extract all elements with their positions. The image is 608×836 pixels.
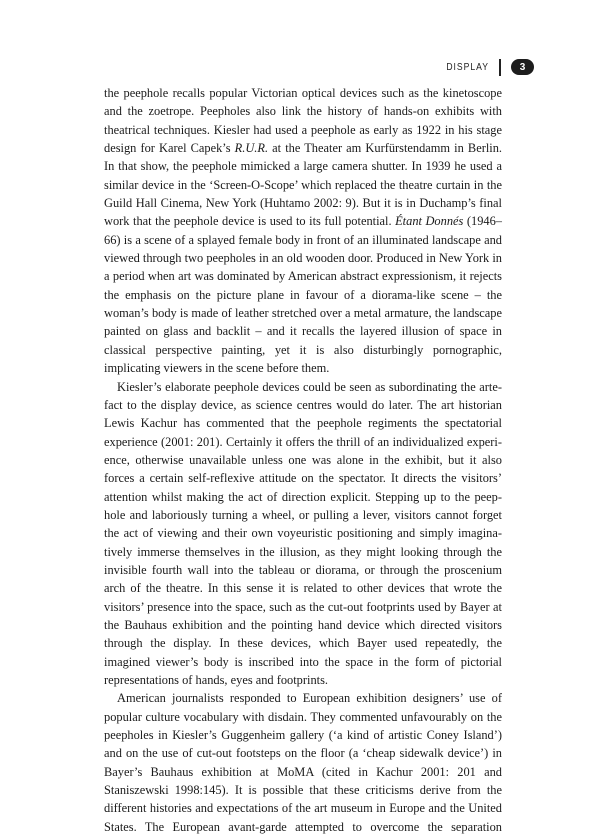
play-title-rur: R.U.R. — [234, 141, 269, 156]
paragraph-1-text-b: at the Theater am Kurfürstendamm in Berlin. In that show, the peephole mimicked a large camera shutter. In 1939 he used a similar device in the ‘Screen-O-Scope’ which replaced the theatre curtain in the Guild Hall Cinema, New York (Huhtamo 2002: 9). But it is in Duchamp’s final work that the peephole device is used to its full potential. — [104, 141, 502, 229]
paragraph-1-text-a: the peephole recalls popular Victorian optical devices such as the kinetoscope and the zoetrope. Peepholes also link the history of hands-on exhibits with theatrical techniques. Kiesler had used a peephole as early as 1922 in his stage design for Karel Capek’s — [104, 86, 502, 156]
running-head — [437, 57, 534, 77]
paragraph-3: American journalists responded to European exhibition designers’ use of popular culture vocabulary with disdain. They commented unfavourably on the peepholes in Kiesler’s Guggenheim gallery (‘a kind of artistic Coney Island’) and on the use of cut-out footsteps on the floor (a ‘cheap sidewalk device’) in Bayer’s Bauhaus exhibition at MoMA (cited in Kachur 2001: 201 and Staniszewski 1998:145). It is possible that these criticisms derive from the different histories and expectations of the art museum in Europe and the United States. The European avant-garde attempted to overcome the separation — [104, 691, 502, 834]
body-text — [104, 84, 502, 836]
header-divider — [499, 59, 501, 76]
page-number-badge: 3 — [511, 59, 534, 75]
artwork-title-etant-donnes: Étant Donnés — [395, 214, 464, 229]
paragraph-1 — [104, 84, 502, 378]
paragraph-2: Kiesler’s elaborate peephole devices could be seen as subordinating the artefact to the display device, as science centres would do later. The art historian Lewis Kachur has commented that the peephole regiments the spectatorial experience (2001: 201). Certainly it offers the thrill of an individualized experience, otherwise unavailable unless one was alone in the exhibit, but it also forces a certain self-reflexive attitude on the spectator. It directs the visitors’ attention whilst making the act of direction explicit. Stepping up to the peephole and laboriously turning a wheel, or pulling a lever, visitors cannot forget the act of viewing and their own voyeuristic positioning and simply imaginatively immerse themselves in the illusion, as they might looking through the invisible fourth wall into the tableau or diorama, or through the proscenium arch of the theatre. In this sense it is related to other devices that wrote the visitors’ presence into the space, such as the cut-out footprints used by Bayer at the Bauhaus exhibition and the pointing hand device which directed visitors through the display. In these devices, which Bayer used repeatedly, the imagined viewer’s body is inscribed into the space in the form of pictorial representations of hands, eyes and footprints. — [104, 379, 502, 687]
paragraph-1-text-c: (1946–66) is a scene of a splayed female body in front of an illuminated landscape and viewed through two peepholes in an old wooden door. Produced in New York in a period when art was dominated by American abstract expressionism, it rejects the emphasis on the picture plane in favour of a diorama-like scene – the woman’s body is made of leather stretched over a metal armature, the landscape painted on glass and backlit – and it recalls the layered illusion of space in classical perspective painting, yet it is also disturbingly pornographic, implicating viewers in the scene before them. — [104, 214, 502, 376]
running-head-section-title: DISPLAY — [446, 61, 490, 73]
